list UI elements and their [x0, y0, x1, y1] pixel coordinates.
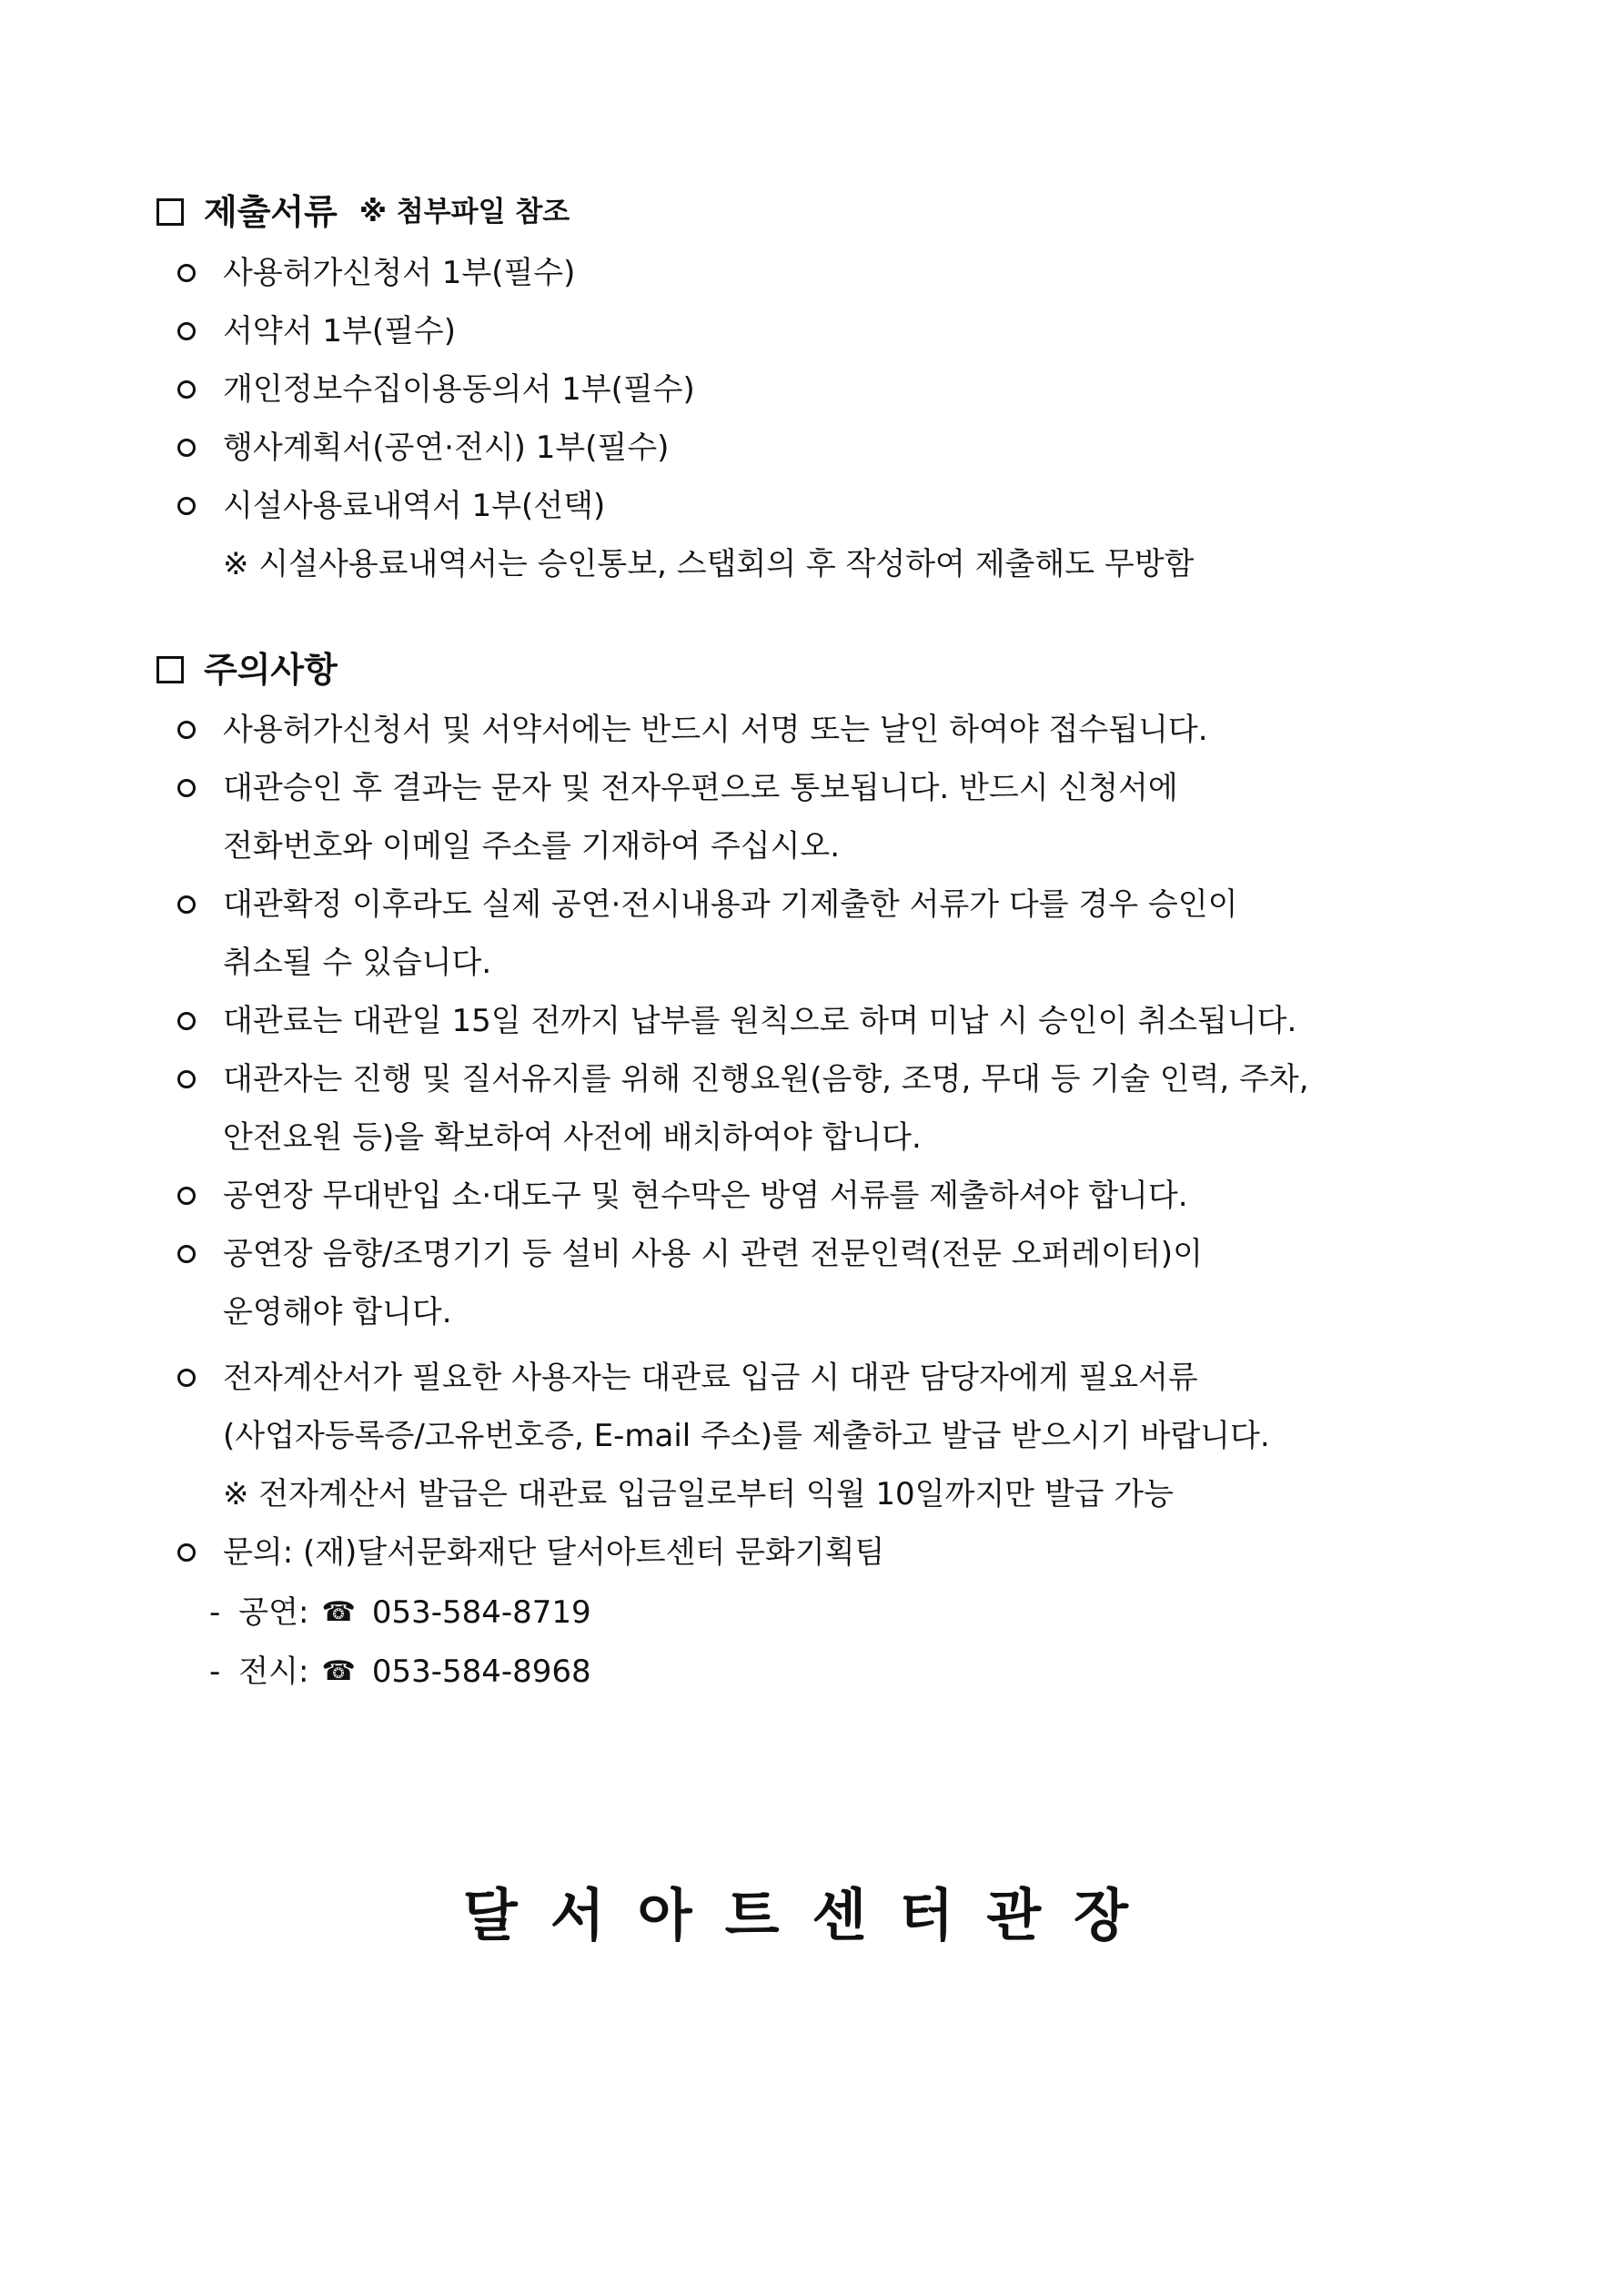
list-item-continuation: 취소될 수 있습니다.: [223, 945, 492, 981]
section-title: 주의사항: [204, 650, 338, 690]
circle-bullet-icon: [177, 380, 196, 399]
telephone-icon: ☎: [321, 1596, 356, 1628]
section-header-cautions: [156, 650, 338, 690]
checkbox-square-icon: [156, 656, 184, 683]
contact-item: [177, 1534, 885, 1571]
circle-bullet-icon: [177, 1245, 196, 1263]
list-item-text: 공연장 음향/조명기기 등 설비 사용 시 관련 전문인력(전문 오퍼레이터)이: [223, 1236, 1203, 1272]
list-item-continuation: 안전요원 등)을 확보하여 사전에 배치하여야 합니다.: [223, 1119, 922, 1156]
list-item-continuation: (사업자등록증/고유번호증, E-mail 주소)를 제출하고 발급 받으시기 바랍니다.: [223, 1418, 1270, 1454]
contact-label: 문의: (재)달서문화재단 달서아트센터 문화기획팀: [223, 1534, 885, 1571]
list-item: [177, 255, 576, 291]
circle-bullet-icon: [177, 497, 196, 515]
list-item-text: 서약서 1부(필수): [223, 313, 457, 349]
phone-number: 053-584-8968: [371, 1654, 591, 1690]
list-item: [177, 430, 670, 466]
list-item-text: 공연장 무대반입 소·대도구 및 현수막은 방염 서류를 제출하셔야 합니다.: [223, 1178, 1188, 1214]
checkbox-square-icon: [156, 198, 184, 226]
list-item-text: 대관확정 이후라도 실제 공연·전시내용과 기제출한 서류가 다를 경우 승인이: [223, 886, 1238, 923]
list-item: [177, 488, 606, 524]
list-item: [177, 371, 695, 408]
circle-bullet-icon: [177, 322, 196, 340]
circle-bullet-icon: [177, 1369, 196, 1387]
dash-marker: -: [209, 1654, 221, 1690]
section-title: 제출서류: [204, 192, 338, 232]
list-item-text: 대관승인 후 결과는 문자 및 전자우편으로 통보됩니다. 반드시 신청서에: [223, 770, 1178, 806]
phone-label: 공연:: [238, 1594, 309, 1631]
list-item: [177, 1061, 1309, 1097]
section-note: ※ 첨부파일 참조: [358, 195, 570, 228]
circle-bullet-icon: [177, 1012, 196, 1030]
list-item: [177, 1003, 1297, 1039]
list-item-text: 사용허가신청서 1부(필수): [223, 255, 576, 291]
circle-bullet-icon: [177, 1070, 196, 1088]
list-item: [177, 313, 457, 349]
list-item: [177, 1360, 1198, 1396]
list-item-note: ※ 전자계산서 발급은 대관료 입금일로부터 익월 10일까지만 발급 가능: [223, 1476, 1174, 1512]
list-item-text: 전자계산서가 필요한 사용자는 대관료 입금 시 대관 담당자에게 필요서류: [223, 1360, 1198, 1396]
section-header-documents: [156, 192, 570, 232]
list-item-text: 대관자는 진행 및 질서유지를 위해 진행요원(음향, 조명, 무대 등 기술 인력, 주차,: [223, 1061, 1309, 1097]
issuer-title: 달서아트센터관장: [462, 1882, 1162, 1948]
circle-bullet-icon: [177, 721, 196, 739]
circle-bullet-icon: [177, 439, 196, 457]
circle-bullet-icon: [177, 1543, 196, 1562]
list-item-continuation: 운영해야 합니다.: [223, 1294, 452, 1330]
circle-bullet-icon: [177, 264, 196, 282]
dash-marker: -: [209, 1594, 221, 1631]
contact-phone-performance: [209, 1594, 591, 1631]
list-item: [177, 886, 1238, 923]
contact-phone-exhibition: [209, 1654, 591, 1690]
circle-bullet-icon: [177, 895, 196, 914]
circle-bullet-icon: [177, 1187, 196, 1205]
list-item: [177, 1178, 1188, 1214]
list-item-text: 행사계획서(공연·전시) 1부(필수): [223, 430, 670, 466]
footnote: ※ 시설사용료내역서는 승인통보, 스탭회의 후 작성하여 제출해도 무방함: [223, 546, 1195, 582]
list-item: [177, 1236, 1203, 1272]
phone-label: 전시:: [238, 1654, 309, 1690]
list-item: [177, 712, 1437, 748]
list-item: [177, 770, 1178, 806]
list-item-text: 개인정보수집이용동의서 1부(필수): [223, 371, 695, 408]
circle-bullet-icon: [177, 779, 196, 797]
phone-number: 053-584-8719: [371, 1594, 591, 1631]
list-item-continuation: 전화번호와 이메일 주소를 기재하여 주십시오.: [223, 828, 841, 865]
list-item-text: 대관료는 대관일 15일 전까지 납부를 원칙으로 하며 미납 시 승인이 취소됩니다.: [223, 1003, 1297, 1039]
list-item-text: 사용허가신청서 및 서약서에는 반드시 서명 또는 날인 하여야 접수됩니다.: [223, 712, 1208, 748]
telephone-icon: ☎: [321, 1655, 356, 1687]
list-item-text: 시설사용료내역서 1부(선택): [223, 488, 606, 524]
